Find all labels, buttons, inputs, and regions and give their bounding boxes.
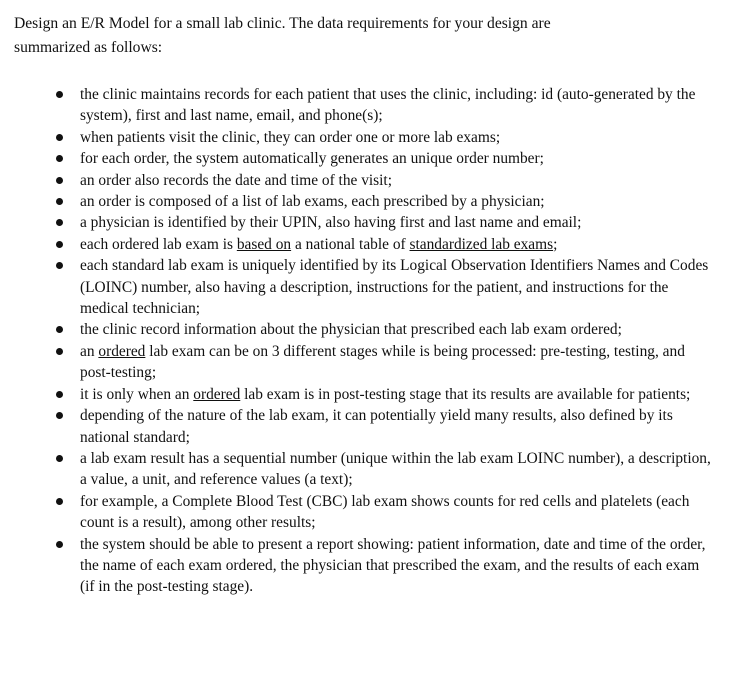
underlined-text: standardized lab exams [409, 235, 554, 253]
intro-line-1: Design an E/R Model for a small lab clinic. The data requirements for your design are [14, 15, 551, 32]
requirement-item: when patients visit the clinic, they can order one or more lab exams; [56, 127, 713, 148]
requirement-text: each ordered lab exam is [80, 235, 237, 253]
underlined-text: ordered [98, 342, 146, 360]
requirement-item: an order also records the date and time of the visit; [56, 170, 713, 191]
requirement-item [56, 341, 713, 384]
intro-line-2: summarized as follows: [14, 39, 163, 56]
requirement-text: an [80, 342, 99, 360]
requirement-item: the clinic record information about the physician that prescribed each lab exam ordered; [56, 319, 713, 340]
requirement-item: for each order, the system automatically generates an unique order number; [56, 148, 713, 169]
requirement-item: depending of the nature of the lab exam, it can potentially yield many results, also defined by its national standard; [56, 405, 713, 448]
requirement-item: a physician is identified by their UPIN, also having first and last name and email; [56, 212, 713, 233]
requirement-text: it is only when an [80, 385, 194, 403]
requirement-item: the clinic maintains records for each patient that uses the clinic, including: id (auto-generated by the system), first and last name, email, and phone(s); [56, 84, 713, 127]
requirement-text: lab exam can be on 3 different stages while is being processed: pre-testing, testing, and post-testing; [80, 342, 685, 382]
requirement-item: an order is composed of a list of lab exams, each prescribed by a physician; [56, 191, 713, 212]
requirement-item: for example, a Complete Blood Test (CBC) lab exam shows counts for red cells and platelets (each count is a result), among other results; [56, 491, 713, 534]
underlined-text: based on [236, 235, 292, 253]
requirement-item: a lab exam result has a sequential number (unique within the lab exam LOINC number), a description, a value, a unit, and reference values (a text); [56, 448, 713, 491]
requirement-item: each standard lab exam is uniquely identified by its Logical Observation Identifiers Names and Codes (LOINC) number, also having a description, instructions for the patient, and instructions for the medical technician; [56, 255, 713, 319]
requirement-item: the system should be able to present a report showing: patient information, date and time of the order, the name of each exam ordered, the physician that prescribed the exam, and the results of each exam (if in the post-testing stage). [56, 534, 713, 598]
requirement-text: a national table of [291, 235, 410, 253]
underlined-text: ordered [193, 385, 241, 403]
intro-paragraph [14, 12, 694, 60]
requirements-list [14, 84, 713, 598]
requirement-item [56, 384, 713, 405]
requirement-item [56, 234, 713, 255]
requirement-text: lab exam is in post-testing stage that its results are available for patients; [240, 385, 691, 403]
requirement-text: ; [553, 235, 558, 253]
